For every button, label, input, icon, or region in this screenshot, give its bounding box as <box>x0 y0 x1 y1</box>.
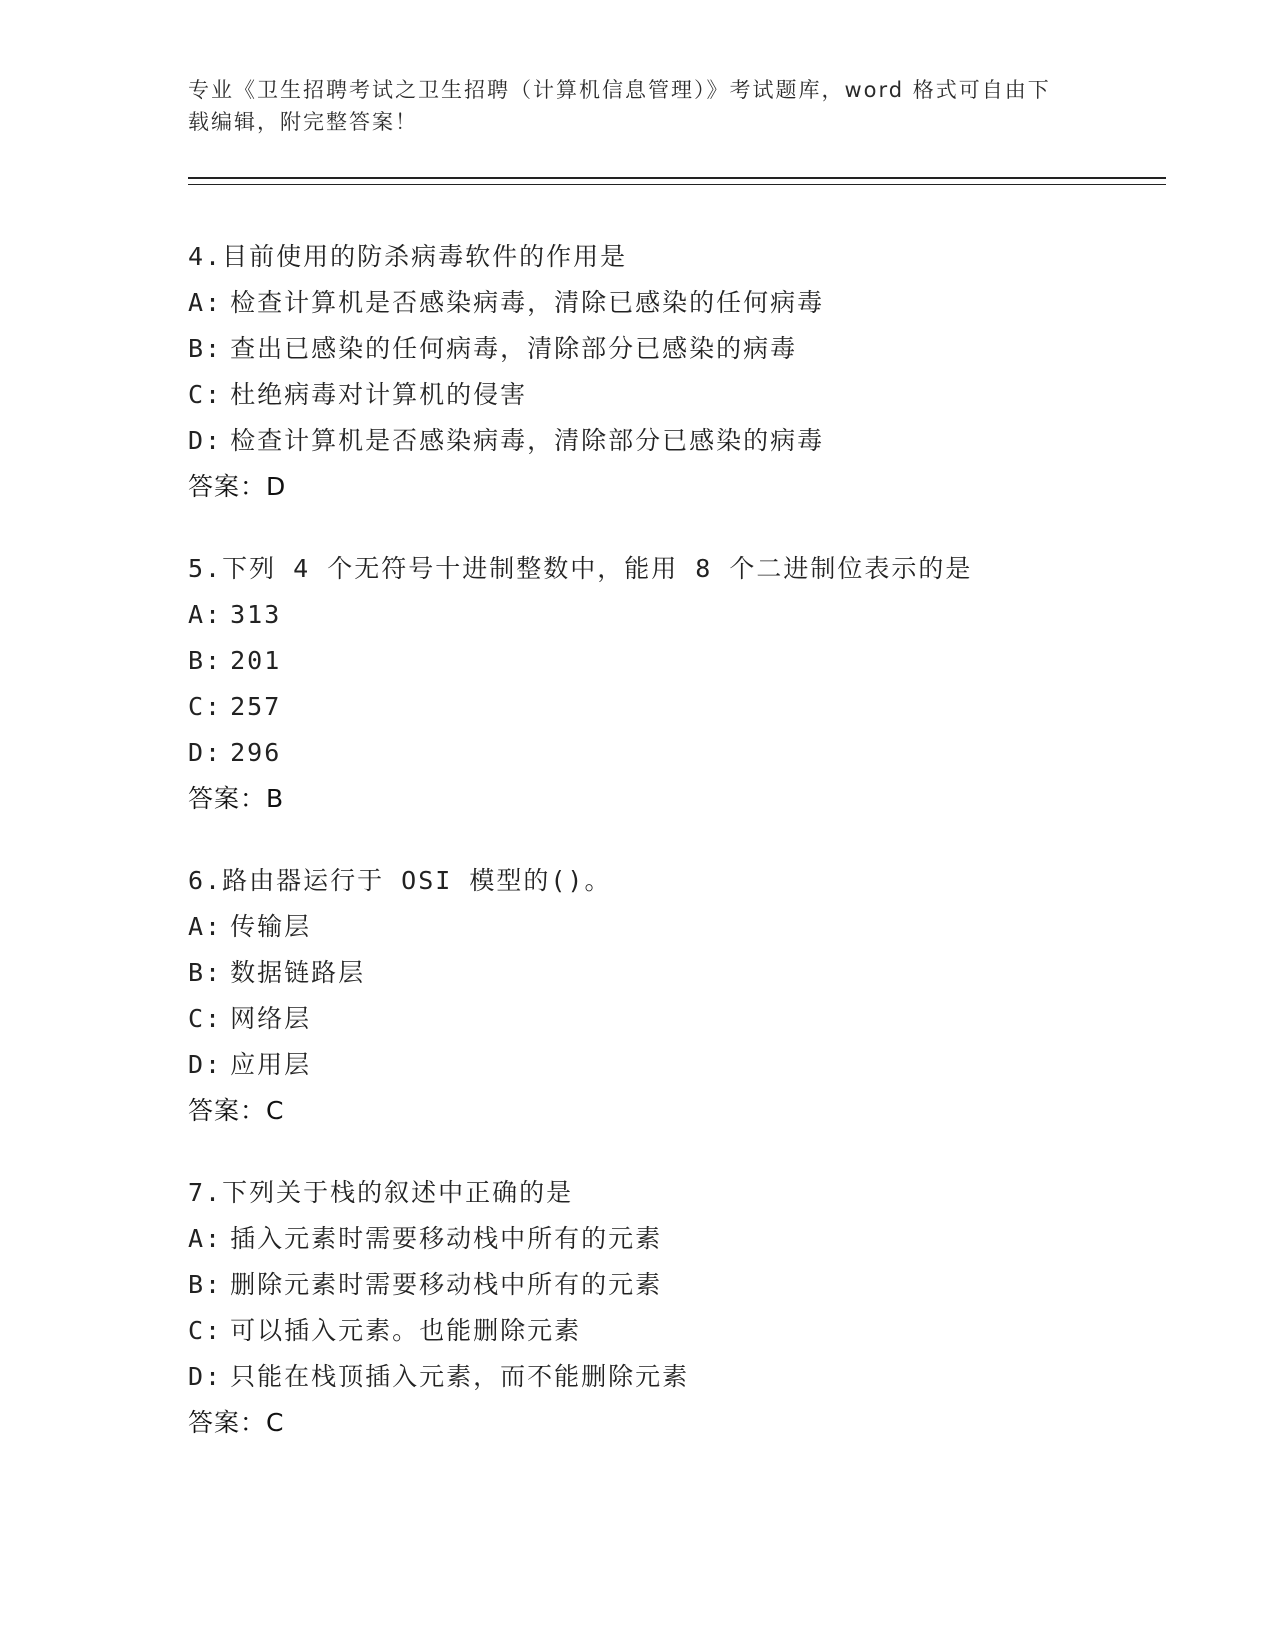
answer-line: 答案：D <box>188 472 287 501</box>
option-label: C: <box>188 1004 223 1033</box>
option-d <box>188 730 1168 776</box>
document-intro: 专业《卫生招聘考试之卫生招聘（计算机信息管理）》考试题库，word 格式可自由下载编辑，附完整答案！ <box>188 78 1051 134</box>
option-text: 257 <box>230 692 282 721</box>
option-d <box>188 1042 1168 1088</box>
header-divider-thick <box>188 177 1166 179</box>
option-b <box>188 950 1168 996</box>
question-4 <box>188 234 1168 510</box>
option-text: 查出已感染的任何病毒，清除部分已感染的病毒 <box>230 334 798 363</box>
option-label: D: <box>188 426 223 455</box>
answer-line: 答案：C <box>188 1408 285 1437</box>
option-text: 296 <box>230 738 282 767</box>
option-b <box>188 1262 1168 1308</box>
option-text: 杜绝病毒对计算机的侵害 <box>230 380 528 409</box>
option-label: A: <box>188 288 223 317</box>
option-label: A: <box>188 912 223 941</box>
option-a <box>188 592 1168 638</box>
option-label: B: <box>188 1270 223 1299</box>
question-6 <box>188 858 1168 1134</box>
option-text: 313 <box>230 600 282 629</box>
option-text: 应用层 <box>230 1050 312 1079</box>
option-text: 删除元素时需要移动栈中所有的元素 <box>230 1270 663 1299</box>
option-b <box>188 638 1168 684</box>
option-label: D: <box>188 1050 223 1079</box>
option-text: 数据链路层 <box>230 958 366 987</box>
option-text: 传输层 <box>230 912 312 941</box>
option-label: D: <box>188 738 223 767</box>
option-label: C: <box>188 380 223 409</box>
option-d <box>188 418 1168 464</box>
option-a <box>188 1216 1168 1262</box>
option-label: B: <box>188 958 223 987</box>
option-label: D: <box>188 1362 223 1391</box>
option-a <box>188 280 1168 326</box>
question-list <box>188 234 1168 1482</box>
answer-line: 答案：C <box>188 1096 285 1125</box>
option-d <box>188 1354 1168 1400</box>
option-text: 插入元素时需要移动栈中所有的元素 <box>230 1224 663 1253</box>
option-label: A: <box>188 600 223 629</box>
option-c <box>188 684 1168 730</box>
question-5 <box>188 546 1168 822</box>
option-label: A: <box>188 1224 223 1253</box>
option-b <box>188 326 1168 372</box>
option-label: B: <box>188 646 223 675</box>
option-label: C: <box>188 692 223 721</box>
question-stem: 6.路由器运行于 OSI 模型的()。 <box>188 866 612 895</box>
question-stem: 5.下列 4 个无符号十进制整数中，能用 8 个二进制位表示的是 <box>188 554 973 583</box>
option-c <box>188 996 1168 1042</box>
option-a <box>188 904 1168 950</box>
option-label: C: <box>188 1316 223 1345</box>
option-text: 可以插入元素。也能删除元素 <box>230 1316 582 1345</box>
question-stem: 4.目前使用的防杀病毒软件的作用是 <box>188 242 628 271</box>
option-c <box>188 1308 1168 1354</box>
answer-line: 答案：B <box>188 784 285 813</box>
option-c <box>188 372 1168 418</box>
option-text: 只能在栈顶插入元素，而不能删除元素 <box>230 1362 690 1391</box>
option-text: 检查计算机是否感染病毒，清除已感染的任何病毒 <box>230 288 825 317</box>
question-7 <box>188 1170 1168 1446</box>
header-divider-thin <box>188 184 1166 185</box>
option-text: 网络层 <box>230 1004 312 1033</box>
option-text: 201 <box>230 646 282 675</box>
option-text: 检查计算机是否感染病毒，清除部分已感染的病毒 <box>230 426 825 455</box>
question-stem: 7.下列关于栈的叙述中正确的是 <box>188 1178 574 1207</box>
option-label: B: <box>188 334 223 363</box>
